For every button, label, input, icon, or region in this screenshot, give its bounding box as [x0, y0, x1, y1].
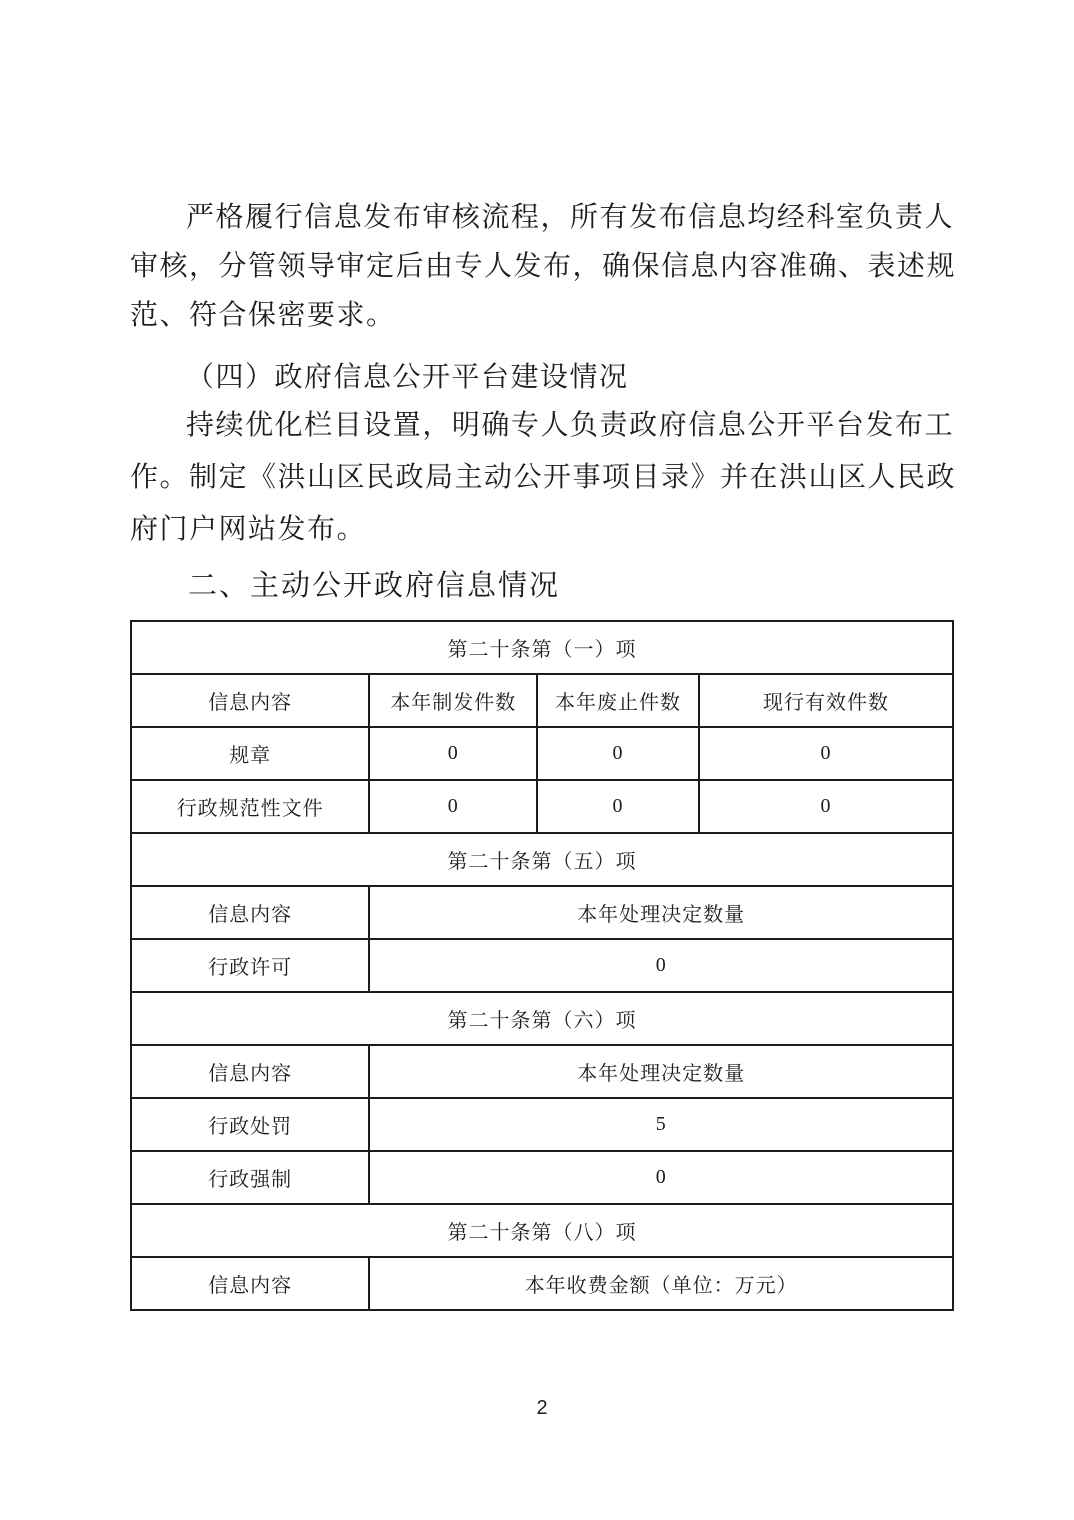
row-label: 行政规范性文件 — [131, 780, 369, 833]
row-label: 行政强制 — [131, 1151, 369, 1204]
table-header-row — [131, 674, 953, 727]
value-cell: 5 — [369, 1098, 953, 1151]
text-line: 府门户网站发布。 — [130, 514, 367, 545]
table-section-title-row — [131, 992, 953, 1045]
text-line: 审核，分管领导审定后由专人发布，确保信息内容准确、表述规 — [130, 251, 957, 282]
row-label: 行政许可 — [131, 939, 369, 992]
header-cell: 本年废止件数 — [537, 674, 699, 727]
text-line: 严格履行信息发布审核流程，所有发布信息均经科室负责人 — [186, 202, 954, 233]
row-label: 行政处罚 — [131, 1098, 369, 1151]
row-label: 规章 — [131, 727, 369, 780]
page-number: 2 — [536, 1397, 548, 1419]
header-cell: 本年收费金额（单位：万元） — [369, 1257, 953, 1310]
text-line: 范、符合保密要求。 — [130, 300, 396, 331]
page-content — [130, 0, 957, 1420]
section-title: 第二十条第（八）项 — [131, 1204, 953, 1257]
header-cell: 信息内容 — [131, 674, 369, 727]
table-row — [131, 780, 953, 833]
paragraph-audit-process — [130, 193, 957, 340]
heading-section-four: （四）政府信息公开平台建设情况 — [186, 362, 629, 393]
value-cell: 0 — [699, 780, 953, 833]
table-header-row — [131, 1045, 953, 1098]
table-row — [131, 939, 953, 992]
value-cell: 0 — [699, 727, 953, 780]
table-section-title-row — [131, 1204, 953, 1257]
text-line: 持续优化栏目设置，明确专人负责政府信息公开平台发布工 — [186, 410, 954, 441]
header-cell: 本年处理决定数量 — [369, 886, 953, 939]
header-cell: 本年制发件数 — [369, 674, 537, 727]
table-section-title-row — [131, 833, 953, 886]
value-cell: 0 — [537, 780, 699, 833]
value-cell: 0 — [369, 780, 537, 833]
header-cell: 本年处理决定数量 — [369, 1045, 953, 1098]
header-cell: 信息内容 — [131, 1257, 369, 1310]
header-cell: 信息内容 — [131, 886, 369, 939]
text-line: 作。制定《洪山区民政局主动公开事项目录》并在洪山区人民政 — [130, 462, 957, 493]
value-cell: 0 — [369, 939, 953, 992]
value-cell: 0 — [369, 1151, 953, 1204]
section-title: 第二十条第（五）项 — [131, 833, 953, 886]
header-cell: 信息内容 — [131, 1045, 369, 1098]
info-disclosure-table — [130, 620, 954, 1311]
table-row — [131, 1098, 953, 1151]
section-title: 第二十条第（六）项 — [131, 992, 953, 1045]
header-cell: 现行有效件数 — [699, 674, 953, 727]
paragraph-platform-building — [130, 400, 957, 556]
table-header-row — [131, 1257, 953, 1310]
table-header-row — [131, 886, 953, 939]
table-row — [131, 1151, 953, 1204]
table-section-title-row — [131, 621, 953, 674]
value-cell: 0 — [369, 727, 537, 780]
value-cell: 0 — [537, 727, 699, 780]
heading-section-two: 二、主动公开政府信息情况 — [188, 570, 561, 602]
section-title: 第二十条第（一）项 — [131, 621, 953, 674]
table-row — [131, 727, 953, 780]
